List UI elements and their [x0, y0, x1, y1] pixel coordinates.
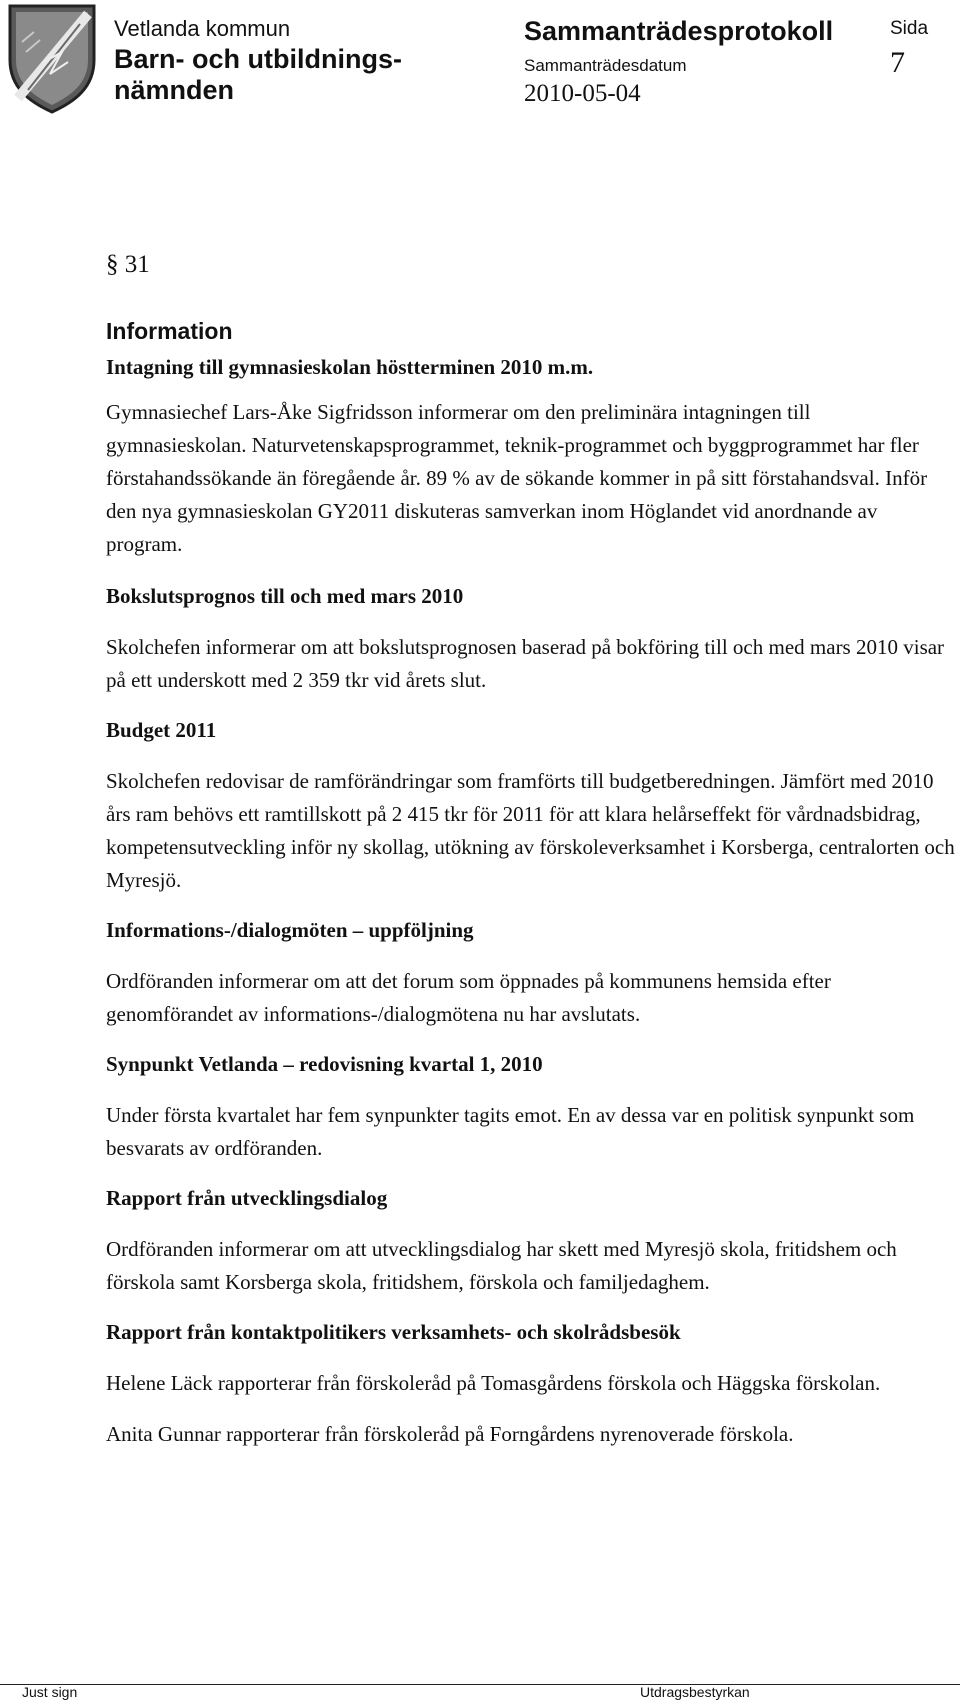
- meeting-date-label: Sammanträdesdatum: [524, 56, 687, 75]
- page-number: 7: [890, 46, 905, 79]
- meeting-date-value: 2010-05-04: [524, 80, 641, 107]
- section-title-intagning: Intagning till gymnasieskolan höstterminen 2010 m.m.: [106, 355, 594, 379]
- paragraph-number: § 31: [106, 251, 150, 278]
- section-title-dialogmoten: Informations-/dialogmöten – uppföljning: [106, 918, 474, 942]
- section-title-utvecklingsdialog: Rapport från utvecklingsdialog: [106, 1186, 388, 1210]
- header-document-block: [524, 16, 854, 108]
- section-title-bokslutsprognos: Bokslutsprognos till och med mars 2010: [106, 584, 464, 608]
- footer-just-sign: Just sign: [22, 1684, 78, 1700]
- section-title-kontaktpolitiker: Rapport från kontaktpolitikers verksamhets- och skolrådsbesök: [106, 1320, 681, 1344]
- section-text-utvecklingsdialog: Ordföranden informerar om att utvecklingsdialog har skett med Myresjö skola, fritidshem och förskola samt Korsberga skola, fritidshem, förskola och familjedaghem.: [106, 1237, 897, 1294]
- document-body: [106, 250, 956, 1451]
- section-title-synpunkt: Synpunkt Vetlanda – redovisning kvartal 1, 2010: [106, 1052, 543, 1076]
- section-text-dialogmoten: Ordföranden informerar om att det forum som öppnades på kommunens hemsida efter genomförandet av informations-/dialogmötena nu har avslutats.: [106, 969, 831, 1026]
- organization-name: Vetlanda kommun: [114, 16, 291, 41]
- footer-divider: [0, 1684, 960, 1685]
- section-text-kontaktpolitiker-2: Anita Gunnar rapporterar från förskoleråd på Forngårdens nyrenoverade förskola.: [106, 1422, 794, 1446]
- section-title-budget: Budget 2011: [106, 718, 217, 742]
- section-text-synpunkt: Under första kvartalet har fem synpunkter tagits emot. En av dessa var en politisk synpunkt som besvarats av ordföranden.: [106, 1103, 915, 1160]
- board-name: Barn- och utbildnings-nämnden: [114, 44, 402, 105]
- section-text-bokslutsprognos: Skolchefen informerar om att bokslutsprognosen baserad på bokföring till och med mars 2010 visar på ett underskott med 2 359 tkr vid årets slut.: [106, 635, 945, 692]
- header-organization-block: [114, 16, 444, 106]
- page-heading: Information: [106, 318, 233, 344]
- header-page-block: [890, 16, 956, 80]
- section-text-intagning: Gymnasiechef Lars-Åke Sigfridsson informerar om den preliminära intagningen till gymnasieskolan. Naturvetenskapsprogrammet, teknik-programmet och byggprogrammet har fler förstahandssökande än föregående år. 89 % av de sökande kommer in på sitt förstahandsval. Inför den nya gymnasieskolan GY2011 diskuteras samverkan inom Höglandet vid anordnande av program.: [106, 400, 928, 556]
- document-title: Sammanträdesprotokoll: [524, 16, 834, 46]
- municipal-crest-logo: [4, 2, 100, 116]
- footer-utdragsbestyrkan: Utdragsbestyrkan: [640, 1684, 750, 1700]
- section-text-budget: Skolchefen redovisar de ramförändringar som framförts till budgetberedningen. Jämfört med 2010 års ram behövs ett ramtillskott på 2 415 tkr för 2011 för att klara helårseffekt för vårdnadsbidrag, kompetensutveckling inför ny skollag, utökning av förskoleverksamhet i Korsberga, centralorten och Myresjö.: [106, 769, 955, 892]
- page-label: Sida: [890, 18, 929, 39]
- section-text-kontaktpolitiker-1: Helene Läck rapporterar från förskoleråd på Tomasgårdens förskola och Häggska förskolan.: [106, 1371, 881, 1395]
